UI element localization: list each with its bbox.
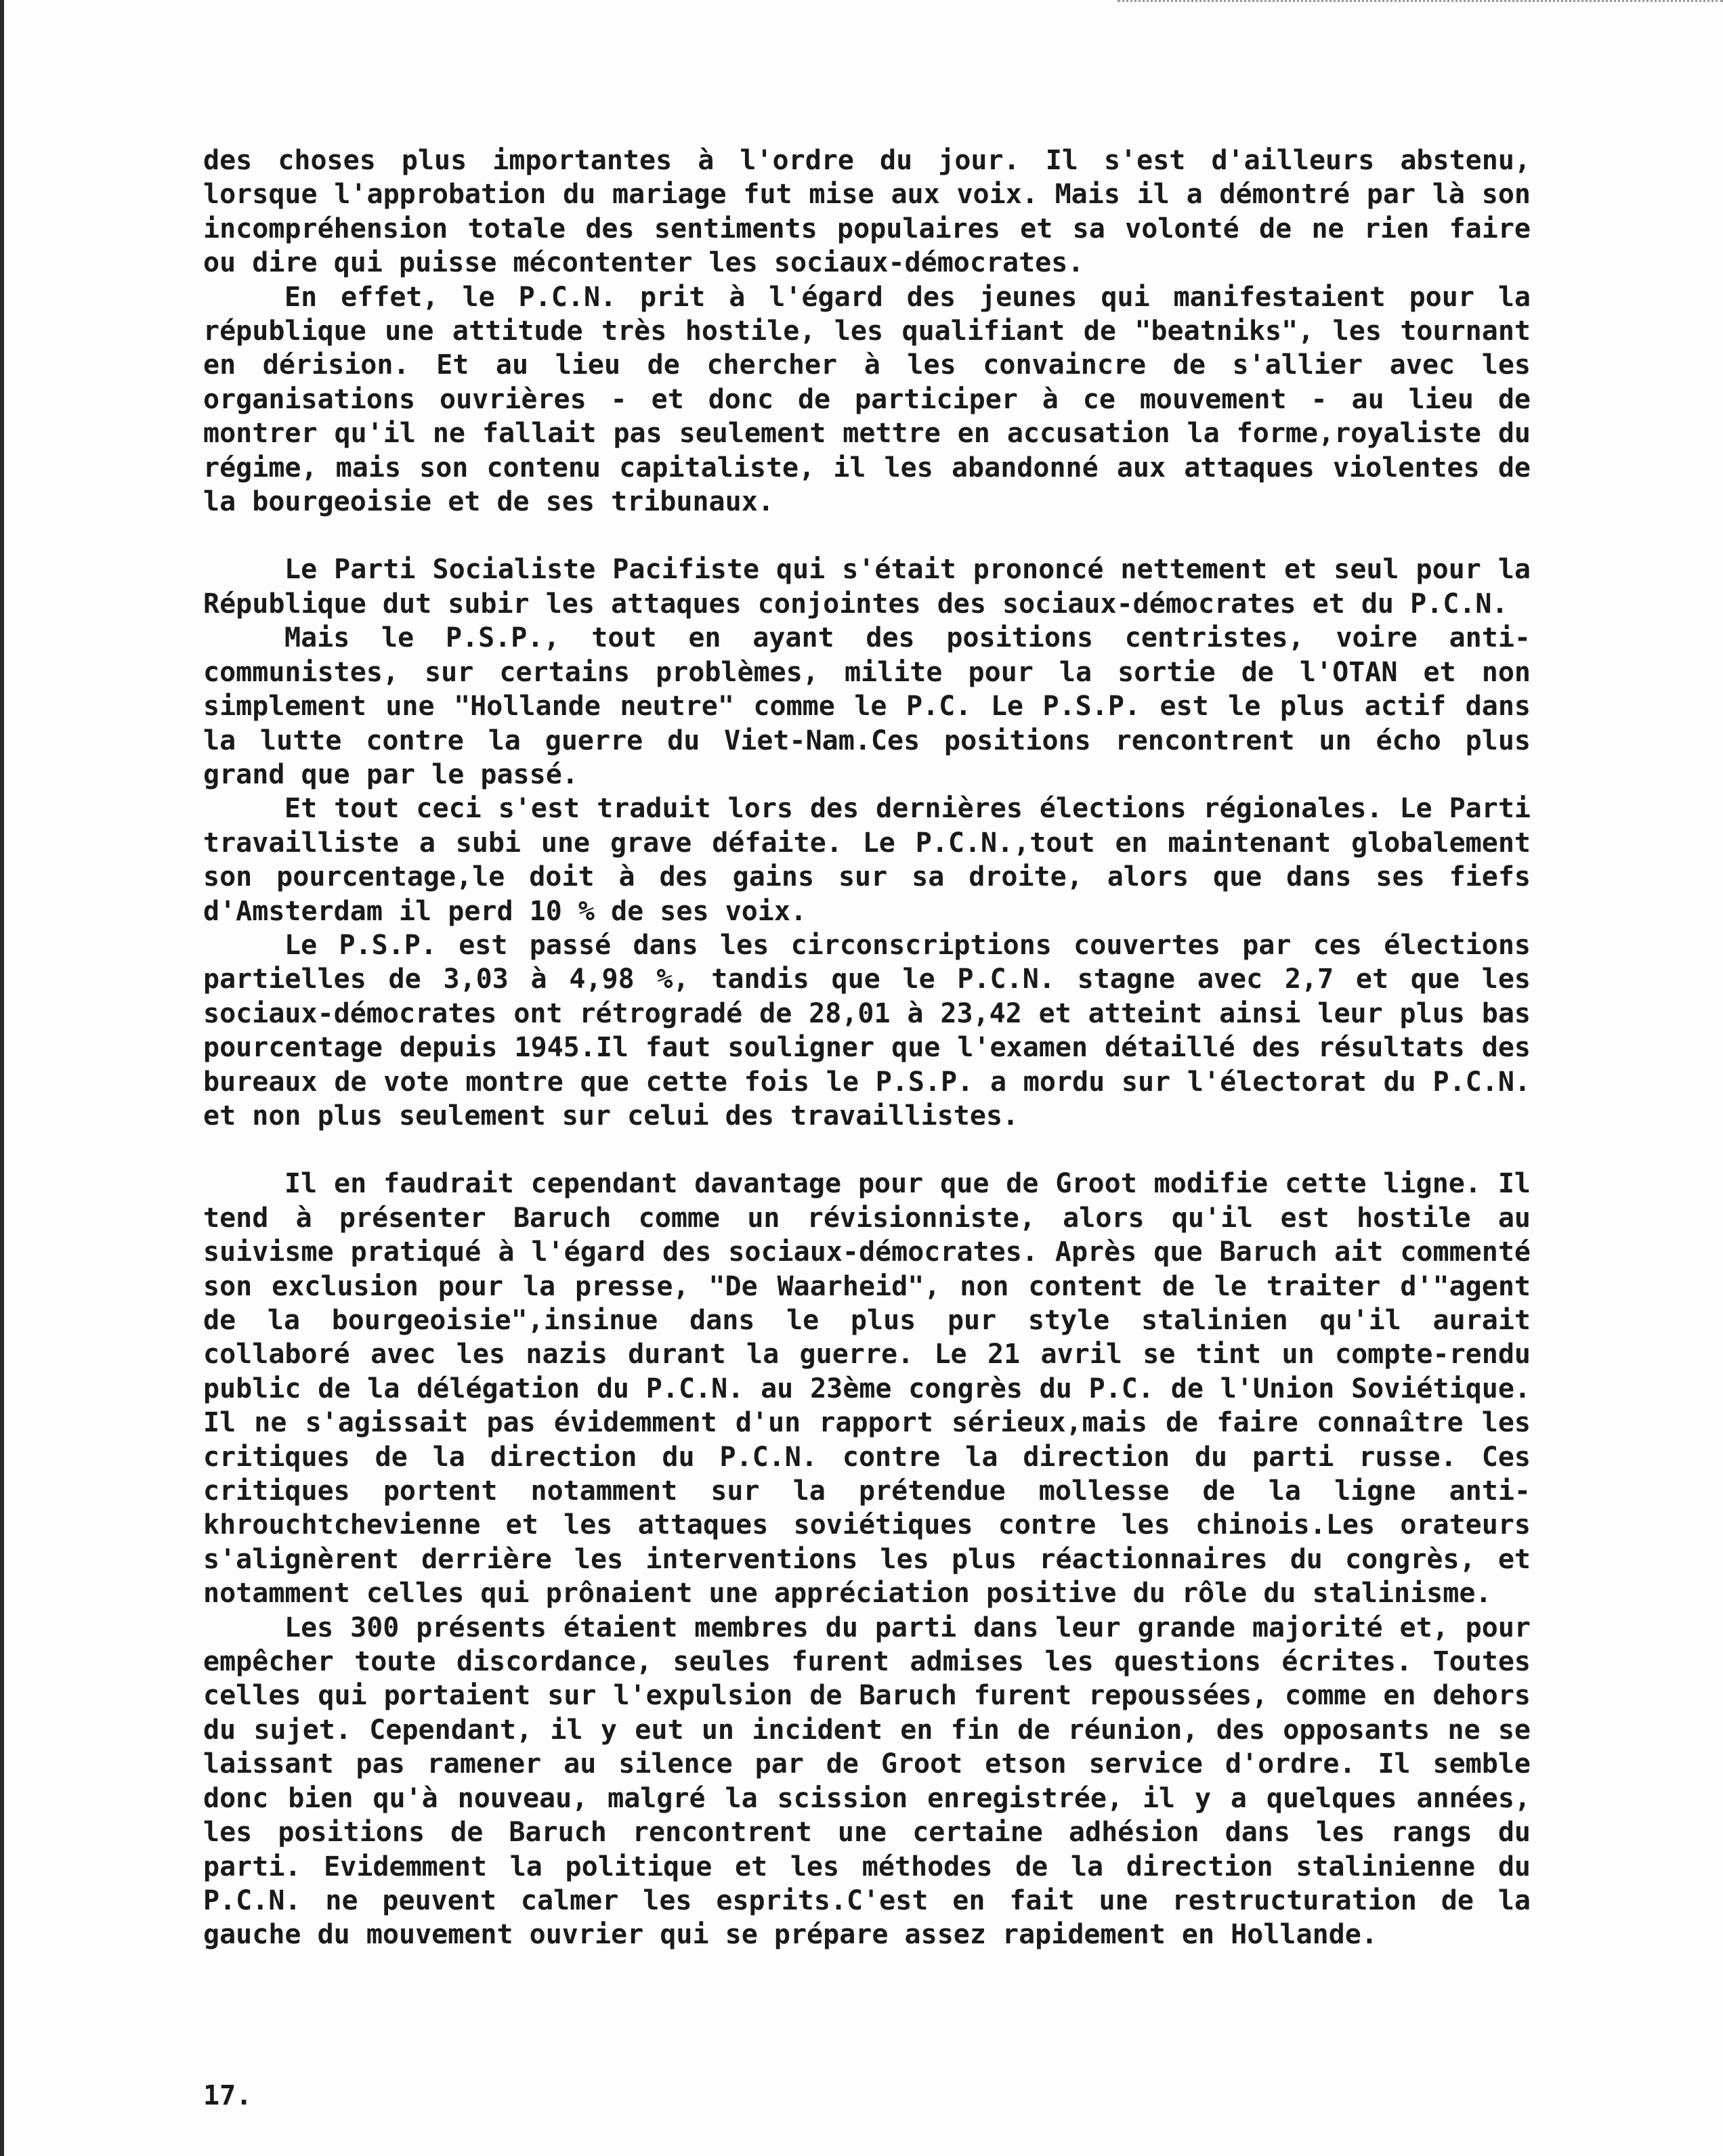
page-left-edge [0,0,4,2156]
paragraph: Il en faudrait cependant davantage pour que de Groot modifie cette ligne. Il tend à présenter Baruch comme un révisionniste, alors qu'il est hostile au suivisme pratiqué à l'égard des sociaux-démocrates. Après que Baruch ait commenté son exclusion pour la presse, "De Waarheid", non content de le traiter d'"agent de la bourgeoisie",insinue dans le plus pur style stalinien qu'il aurait collaboré avec les nazis durant la guerre. Le 21 avril se tint un compte-rendu public de la délégation du P.C.N. au 23ème congrès du P.C. de l'Union Soviétique. Il ne s'agissait pas évidemment d'un rapport sérieux,mais de faire connaître les critiques de la direction du P.C.N. contre la direction du parti russe. Ces critiques portent notamment sur la prétendue mollesse de la ligne anti-khrouchtchevienne et les attaques soviétiques contre les chinois.Les orateurs s'alignèrent derrière les interventions les plus réactionnaires du congrès, et notamment celles qui prônaient une appréciation positive du rôle du stalinisme. [203,1168,1531,1610]
paragraph-gap [203,1133,1531,1167]
paragraph: Et tout ceci s'est traduit lors des dernières élections régionales. Le Parti travailliste a subi une grave défaite. Le P.C.N.,tout en maintenant globalement son pourcentage,le doit à des gains sur sa droite, alors que dans ses fiefs d'Amsterdam il perd 10 % de ses voix. [203,793,1531,927]
page-top-edge [1118,0,1723,4]
paragraph: En effet, le P.C.N. prit à l'égard des jeunes qui manifestaient pour la république une attitude très hostile, les qualifiant de "beatniks", les tournant en dérision. Et au lieu de chercher à les convaincre de s'allier avec les organisations ouvrières - et donc de participer à ce mouvement - au lieu de montrer qu'il ne fallait pas seulement mettre en accusation la forme,royaliste du régime, mais son contenu capitaliste, il les abandonné aux attaques violentes de la bourgeoisie et de ses tribunaux. [203,281,1531,518]
document-body [203,144,1531,1952]
paragraph: Le Parti Socialiste Pacifiste qui s'était prononcé nettement et seul pour la République dut subir les attaques conjointes des sociaux-démocrates et du P.C.N. [203,554,1531,620]
page-number: 17. [203,2080,253,2111]
paragraph: des choses plus importantes à l'ordre du jour. Il s'est d'ailleurs abstenu, lorsque l'approbation du mariage fut mise aux voix. Mais il a démontré par là son incompréhension totale des sentiments populaires et sa volonté de ne rien faire ou dire qui puisse mécontenter les sociaux-démocrates. [203,145,1531,279]
paragraph: Le P.S.P. est passé dans les circonscriptions couvertes par ces élections partielles de 3,03 à 4,98 %, tandis que le P.C.N. stagne avec 2,7 et que les sociaux-démocrates ont rétrogradé de 28,01 à 23,42 et atteint ainsi leur plus bas pourcentage depuis 1945.Il faut souligner que l'examen détaillé des résultats des bureaux de vote montre que cette fois le P.S.P. a mordu sur l'électorat du P.C.N. et non plus seulement sur celui des travaillistes. [203,929,1531,1131]
paragraph-gap [203,519,1531,553]
paragraph: Mais le P.S.P., tout en ayant des positions centristes, voire anti-communistes, sur certains problèmes, milite pour la sortie de l'OTAN et non simplement une "Hollande neutre" comme le P.C. Le P.S.P. est le plus actif dans la lutte contre la guerre du Viet-Nam.Ces positions rencontrent un écho plus grand que par le passé. [203,622,1531,790]
paragraph: Les 300 présents étaient membres du parti dans leur grande majorité et, pour empêcher toute discordance, seules furent admises les questions écrites. Toutes celles qui portaient sur l'expulsion de Baruch furent repoussées, comme en dehors du sujet. Cependant, il y eut un incident en fin de réunion, des opposants ne se laissant pas ramener au silence par de Groot etson service d'ordre. Il semble donc bien qu'à nouveau, malgré la scission enregistrée, il y a quelques années, les positions de Baruch rencontrent une certaine adhésion dans les rangs du parti. Evidemment la politique et les méthodes de la direction stalinienne du P.C.N. ne peuvent calmer les esprits.C'est en fait une restructuration de la gauche du mouvement ouvrier qui se prépare assez rapidement en Hollande. [203,1612,1531,1951]
